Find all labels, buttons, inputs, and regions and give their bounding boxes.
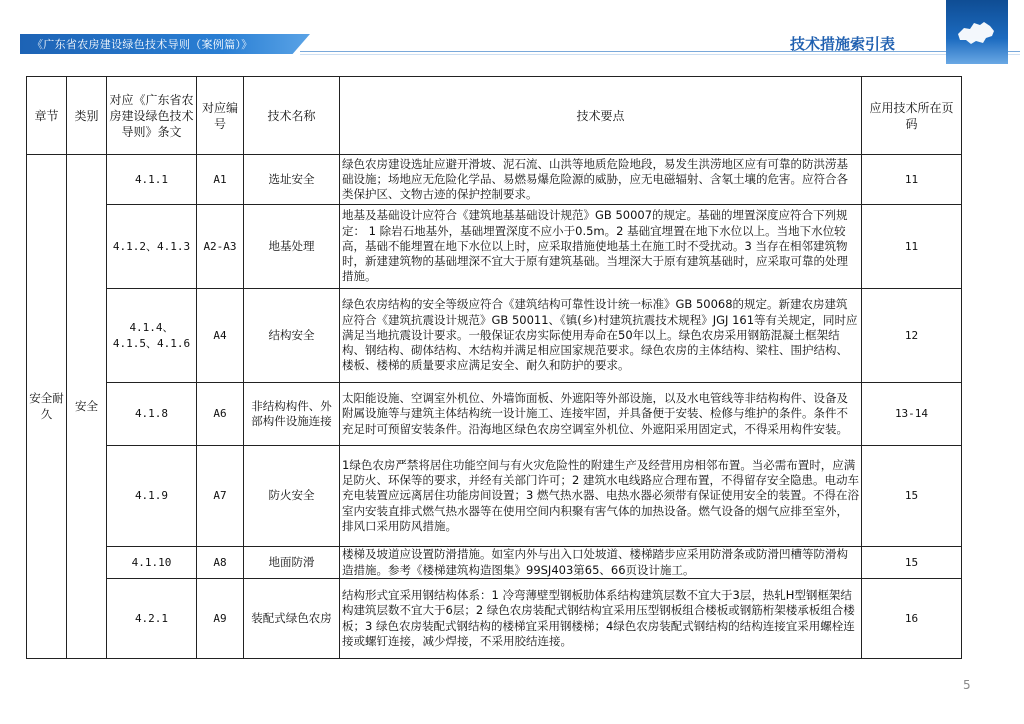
- code-cell: A6: [197, 383, 244, 446]
- tech-points-cell: 太阳能设施、空调室外机位、外墙饰面板、外遮阳等外部设施，以及水电管线等非结构构件、设备及附属设施等与建筑主体结构统一设计施工、连接牢固，并具备便于安装、检修与维护的条件。条件不充足时可预留安装条件。沿海地区绿色农房空调室外机位、外遮阳采用固定式，不得采用构件安装。: [340, 383, 862, 446]
- tech-points-cell: 绿色农房结构的安全等级应符合《建筑结构可靠性设计统一标准》GB 50068的规定。新建农房建筑应符合《建筑抗震设计规范》GB 50011、《镇(乡)村建筑抗震技术规程》JGJ 161等有关规定，同时应满足当地抗震设计要求。一般保证农房实际使用寿命在50年以上。绿色农房采用钢筋混凝土框架结构、钢结构、砌体结构、木结构并满足相应国家规范要求。绿色农房的主体结构、梁柱、围护结构、楼板、楼梯的质量要求应满足安全、耐久和防护的要求。: [340, 289, 862, 383]
- clause-cell: 4.1.8: [107, 383, 197, 446]
- page-cell: 15: [862, 547, 962, 579]
- clause-cell: 4.1.10: [107, 547, 197, 579]
- header-divider-light: [300, 54, 1020, 55]
- guangdong-map-icon: [956, 20, 998, 46]
- clause-cell: 4.2.1: [107, 579, 197, 659]
- tech-name-cell: 选址安全: [244, 155, 340, 205]
- code-cell: A7: [197, 446, 244, 547]
- table-row: [27, 205, 962, 289]
- page-cell: 11: [862, 155, 962, 205]
- tech-points-cell: 楼梯及坡道应设置防滑措施。如室内外与出入口处坡道、楼梯踏步应采用防滑条或防滑凹槽等防滑构造措施。参考《楼梯建筑构造图集》99SJ403第65、66页设计施工。: [340, 547, 862, 579]
- tech-points-cell: 绿色农房建设选址应避开滑坡、泥石流、山洪等地质危险地段，易发生洪涝地区应有可靠的防洪涝基础设施；场地应无危险化学品、易燃易爆危险源的威胁，应无电磁辐射、含氡土壤的危害。应符合各类保护区、文物古迹的保护控制要求。: [340, 155, 862, 205]
- tech-name-cell: 结构安全: [244, 289, 340, 383]
- code-cell: A1: [197, 155, 244, 205]
- tech-name-cell: 防火安全: [244, 446, 340, 547]
- chapter-cell: 安全耐久: [27, 155, 67, 659]
- header-chapter: 章节: [27, 77, 67, 155]
- page-cell: 11: [862, 205, 962, 289]
- header-category: 类别: [67, 77, 107, 155]
- tech-name-cell: 装配式绿色农房: [244, 579, 340, 659]
- header-tech-points: 技术要点: [340, 77, 862, 155]
- header-divider: [300, 51, 1020, 52]
- clause-cell: 4.1.1: [107, 155, 197, 205]
- page-cell: 15: [862, 446, 962, 547]
- page-cell: 12: [862, 289, 962, 383]
- page-cell: 13-14: [862, 383, 962, 446]
- table-row: [27, 155, 962, 205]
- tech-name-cell: 非结构构件、外部构件设施连接: [244, 383, 340, 446]
- header-page: 应用技术所在页码: [862, 77, 962, 155]
- code-cell: A4: [197, 289, 244, 383]
- tech-points-cell: 1绿色农房严禁将居住功能空间与有火灾危险性的附建生产及经营用房相邻布置。当必需布置时，应满足防火、环保等的要求，并经有关部门许可；2 建筑水电线路应合理布置，不得留存安全隐患。电动车充电装置应远离居住功能房间设置；3 燃气热水器、电热水器必须带有保证使用安全的装置。不得在浴室内安装直排式燃气热水器等在使用空间内积聚有害气体的加热设备。燃气设备的烟气应排至室外，排风口采用防风措施。: [340, 446, 862, 547]
- tech-index-table: [26, 76, 962, 659]
- table-row: [27, 289, 962, 383]
- header-code: 对应编号: [197, 77, 244, 155]
- page-title: 技术措施索引表: [790, 35, 896, 53]
- tech-name-cell: 地面防滑: [244, 547, 340, 579]
- clause-cell: 4.1.4、4.1.5、4.1.6: [107, 289, 197, 383]
- corner-tab: [946, 0, 1008, 64]
- tech-points-cell: 结构形式宜采用钢结构体系：1 冷弯薄壁型钢板肋体系结构建筑层数不宜大于3层，热轧H型钢框架结构建筑层数不宜大于6层；2 绿色农房装配式钢结构宜采用压型钢板组合楼板或钢筋桁架楼承板组合楼板；3 绿色农房装配式钢结构的楼梯宜采用钢楼梯；4绿色农房装配式钢结构的结构连接宜采用螺栓连接或螺钉连接，减少焊接，不采用胶结连接。: [340, 579, 862, 659]
- tech-points-cell: 地基及基础设计应符合《建筑地基基础设计规范》GB 50007的规定。基础的埋置深度应符合下列规定： 1 除岩石地基外，基础埋置深度不应小于0.5m。2 基础宜埋置在地下水位以上。当地下水位较高，基础不能埋置在地下水位以上时，应采取措施使地基土在施工时不受扰动。3 当存在相邻建筑物时，新建建筑物的基础埋深不宜大于原有建筑基础。当埋深大于原有建筑基础时，应采取可靠的处理措施。: [340, 205, 862, 289]
- page-cell: 16: [862, 579, 962, 659]
- code-cell: A9: [197, 579, 244, 659]
- header-clause: 对应《广东省农房建设绿色技术导则》条文: [107, 77, 197, 155]
- tech-name-cell: 地基处理: [244, 205, 340, 289]
- header-tech-name: 技术名称: [244, 77, 340, 155]
- table-row: [27, 383, 962, 446]
- table-row: [27, 579, 962, 659]
- doc-title: 《广东省农房建设绿色技术导则（案例篇）》: [32, 38, 253, 51]
- table-row: [27, 446, 962, 547]
- table-row: [27, 547, 962, 579]
- page-number: 5: [963, 678, 971, 692]
- category-cell: 安全: [67, 155, 107, 659]
- code-cell: A2-A3: [197, 205, 244, 289]
- clause-cell: 4.1.9: [107, 446, 197, 547]
- code-cell: A8: [197, 547, 244, 579]
- table-header-row: [27, 77, 962, 155]
- clause-cell: 4.1.2、4.1.3: [107, 205, 197, 289]
